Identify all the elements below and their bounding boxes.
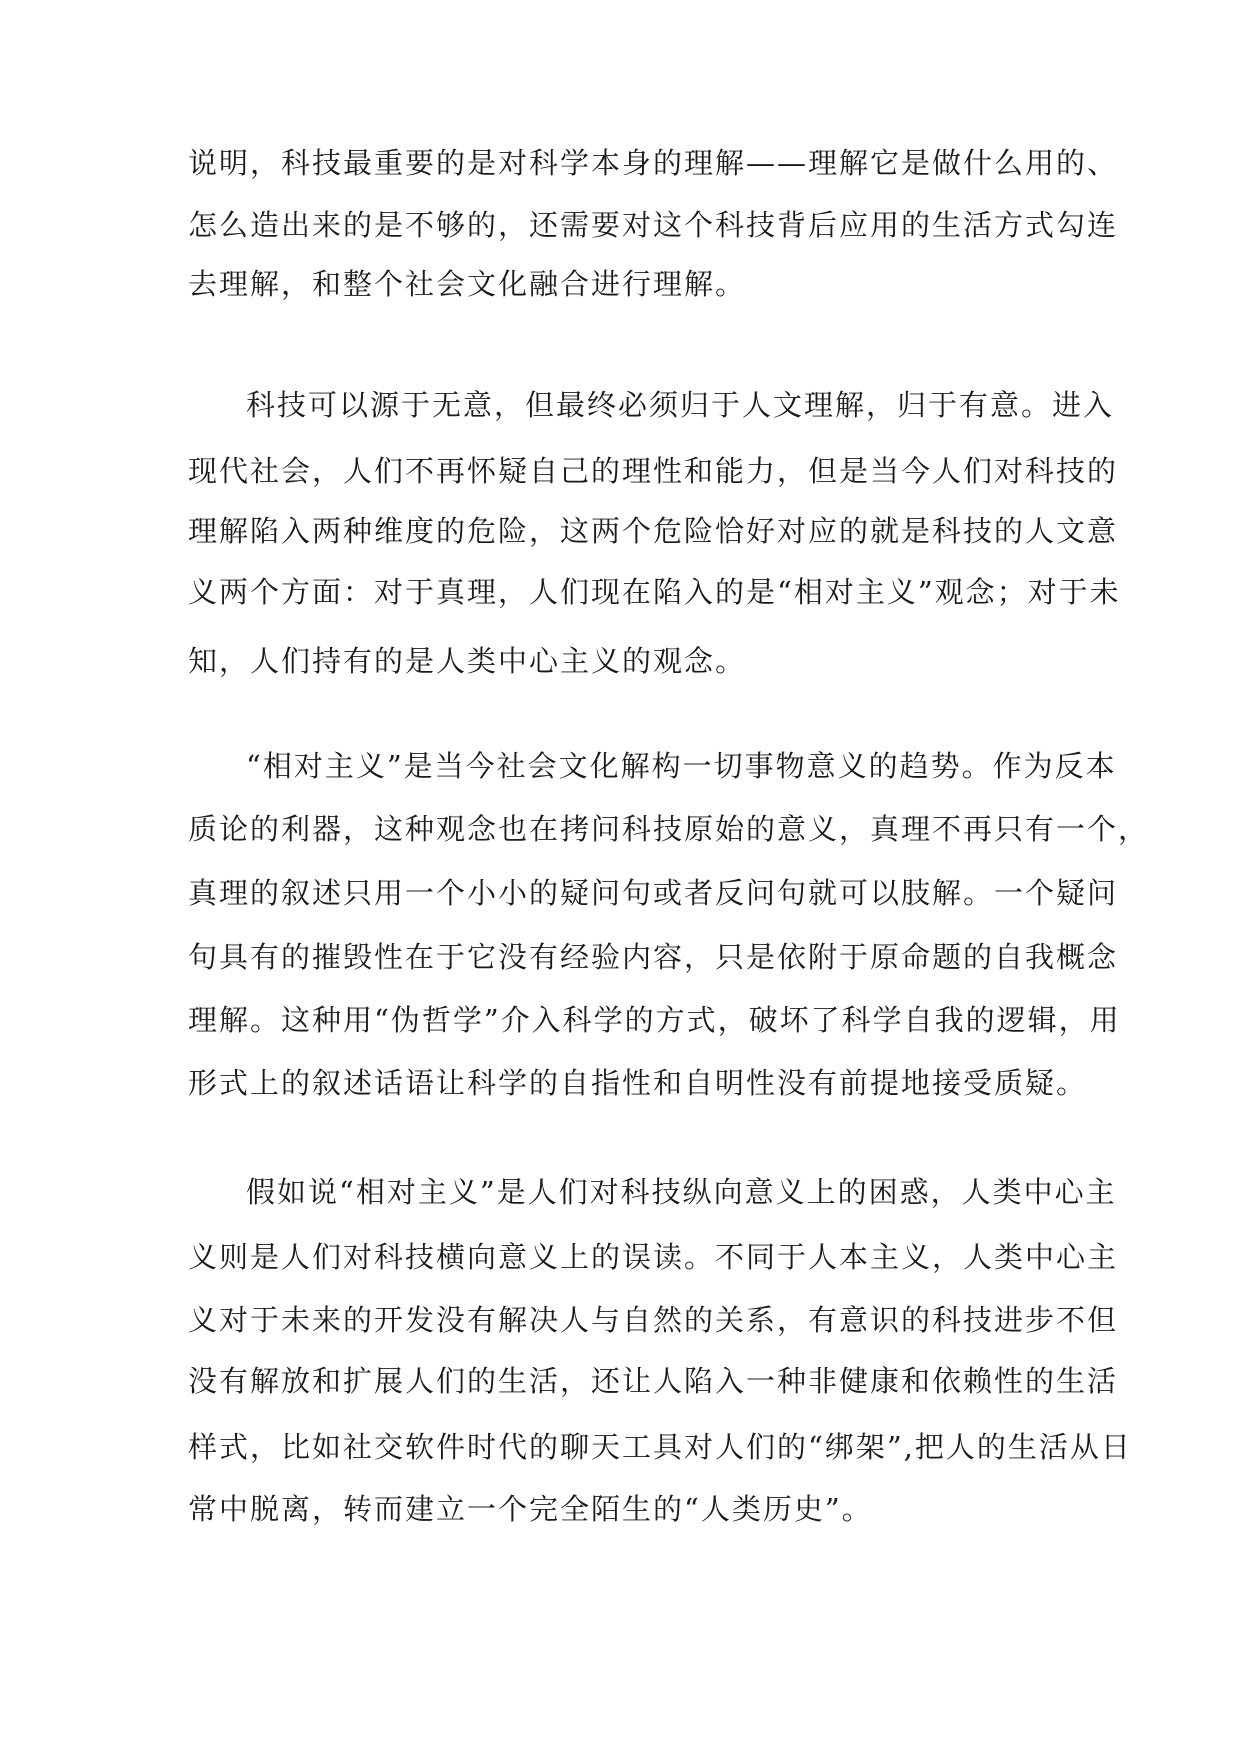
paragraph-2-line-3: 理解陷入两种维度的危险，这两个危险恰好对应的就是科技的人文意 bbox=[188, 514, 1119, 548]
paragraph-3-line-1: “相对主义”是当今社会文化解构一切事物意义的趋势。作为反本 bbox=[246, 749, 1117, 783]
paragraph-1-line-1: 说明，科技最重要的是对科学本身的理解——理解它是做什么用的、 bbox=[188, 146, 1119, 180]
paragraph-4-line-4: 没有解放和扩展人们的生活，还让人陷入一种非健康和依赖性的生活 bbox=[188, 1364, 1119, 1398]
paragraph-2-line-2: 现代社会，人们不再怀疑自己的理性和能力，但是当今人们对科技的 bbox=[188, 454, 1119, 488]
paragraph-4-line-5: 样式，比如社交软件时代的聊天工具对人们的“绑架”,把人的生活从日 bbox=[188, 1430, 1132, 1464]
paragraph-4-line-1: 假如说“相对主义”是人们对科技纵向意义上的困惑，人类中心主 bbox=[246, 1175, 1117, 1209]
paragraph-3-line-6: 形式上的叙述话语让科学的自指性和自明性没有前提地接受质疑。 bbox=[188, 1066, 1088, 1100]
paragraph-1-line-2: 怎么造出来的是不够的，还需要对这个科技背后应用的生活方式勾连 bbox=[188, 208, 1119, 242]
paragraph-4-line-3: 义对于未来的开发没有解决人与自然的关系，有意识的科技进步不但 bbox=[188, 1303, 1119, 1337]
paragraph-1-line-3: 去理解，和整个社会文化融合进行理解。 bbox=[188, 267, 747, 301]
paragraph-2-line-4: 义两个方面：对于真理，人们现在陷入的是“相对主义”观念；对于未 bbox=[188, 575, 1121, 609]
paragraph-4-line-6: 常中脱离，转而建立一个完全陌生的“人类历史”。 bbox=[188, 1492, 873, 1526]
paragraph-3-line-5: 理解。这种用“伪哲学”介入科学的方式，破坏了科学自我的逻辑，用 bbox=[188, 1003, 1121, 1037]
paragraph-2-line-5: 知，人们持有的是人类中心主义的观念。 bbox=[188, 644, 747, 678]
paragraph-3-line-4: 句具有的摧毁性在于它没有经验内容，只是依附于原命题的自我概念 bbox=[188, 940, 1119, 974]
paragraph-4-line-2: 义则是人们对科技横向意义上的误读。不同于人本主义，人类中心主 bbox=[188, 1240, 1119, 1274]
paragraph-2-line-1: 科技可以源于无意，但最终必须归于人文理解，归于有意。进入 bbox=[246, 388, 1115, 422]
paragraph-3-line-3: 真理的叙述只用一个小小的疑问句或者反问句就可以肢解。一个疑问 bbox=[188, 876, 1119, 910]
paragraph-3-line-2: 质论的利器，这种观念也在拷问科技原始的意义，真理不再只有一个， bbox=[188, 812, 1150, 846]
